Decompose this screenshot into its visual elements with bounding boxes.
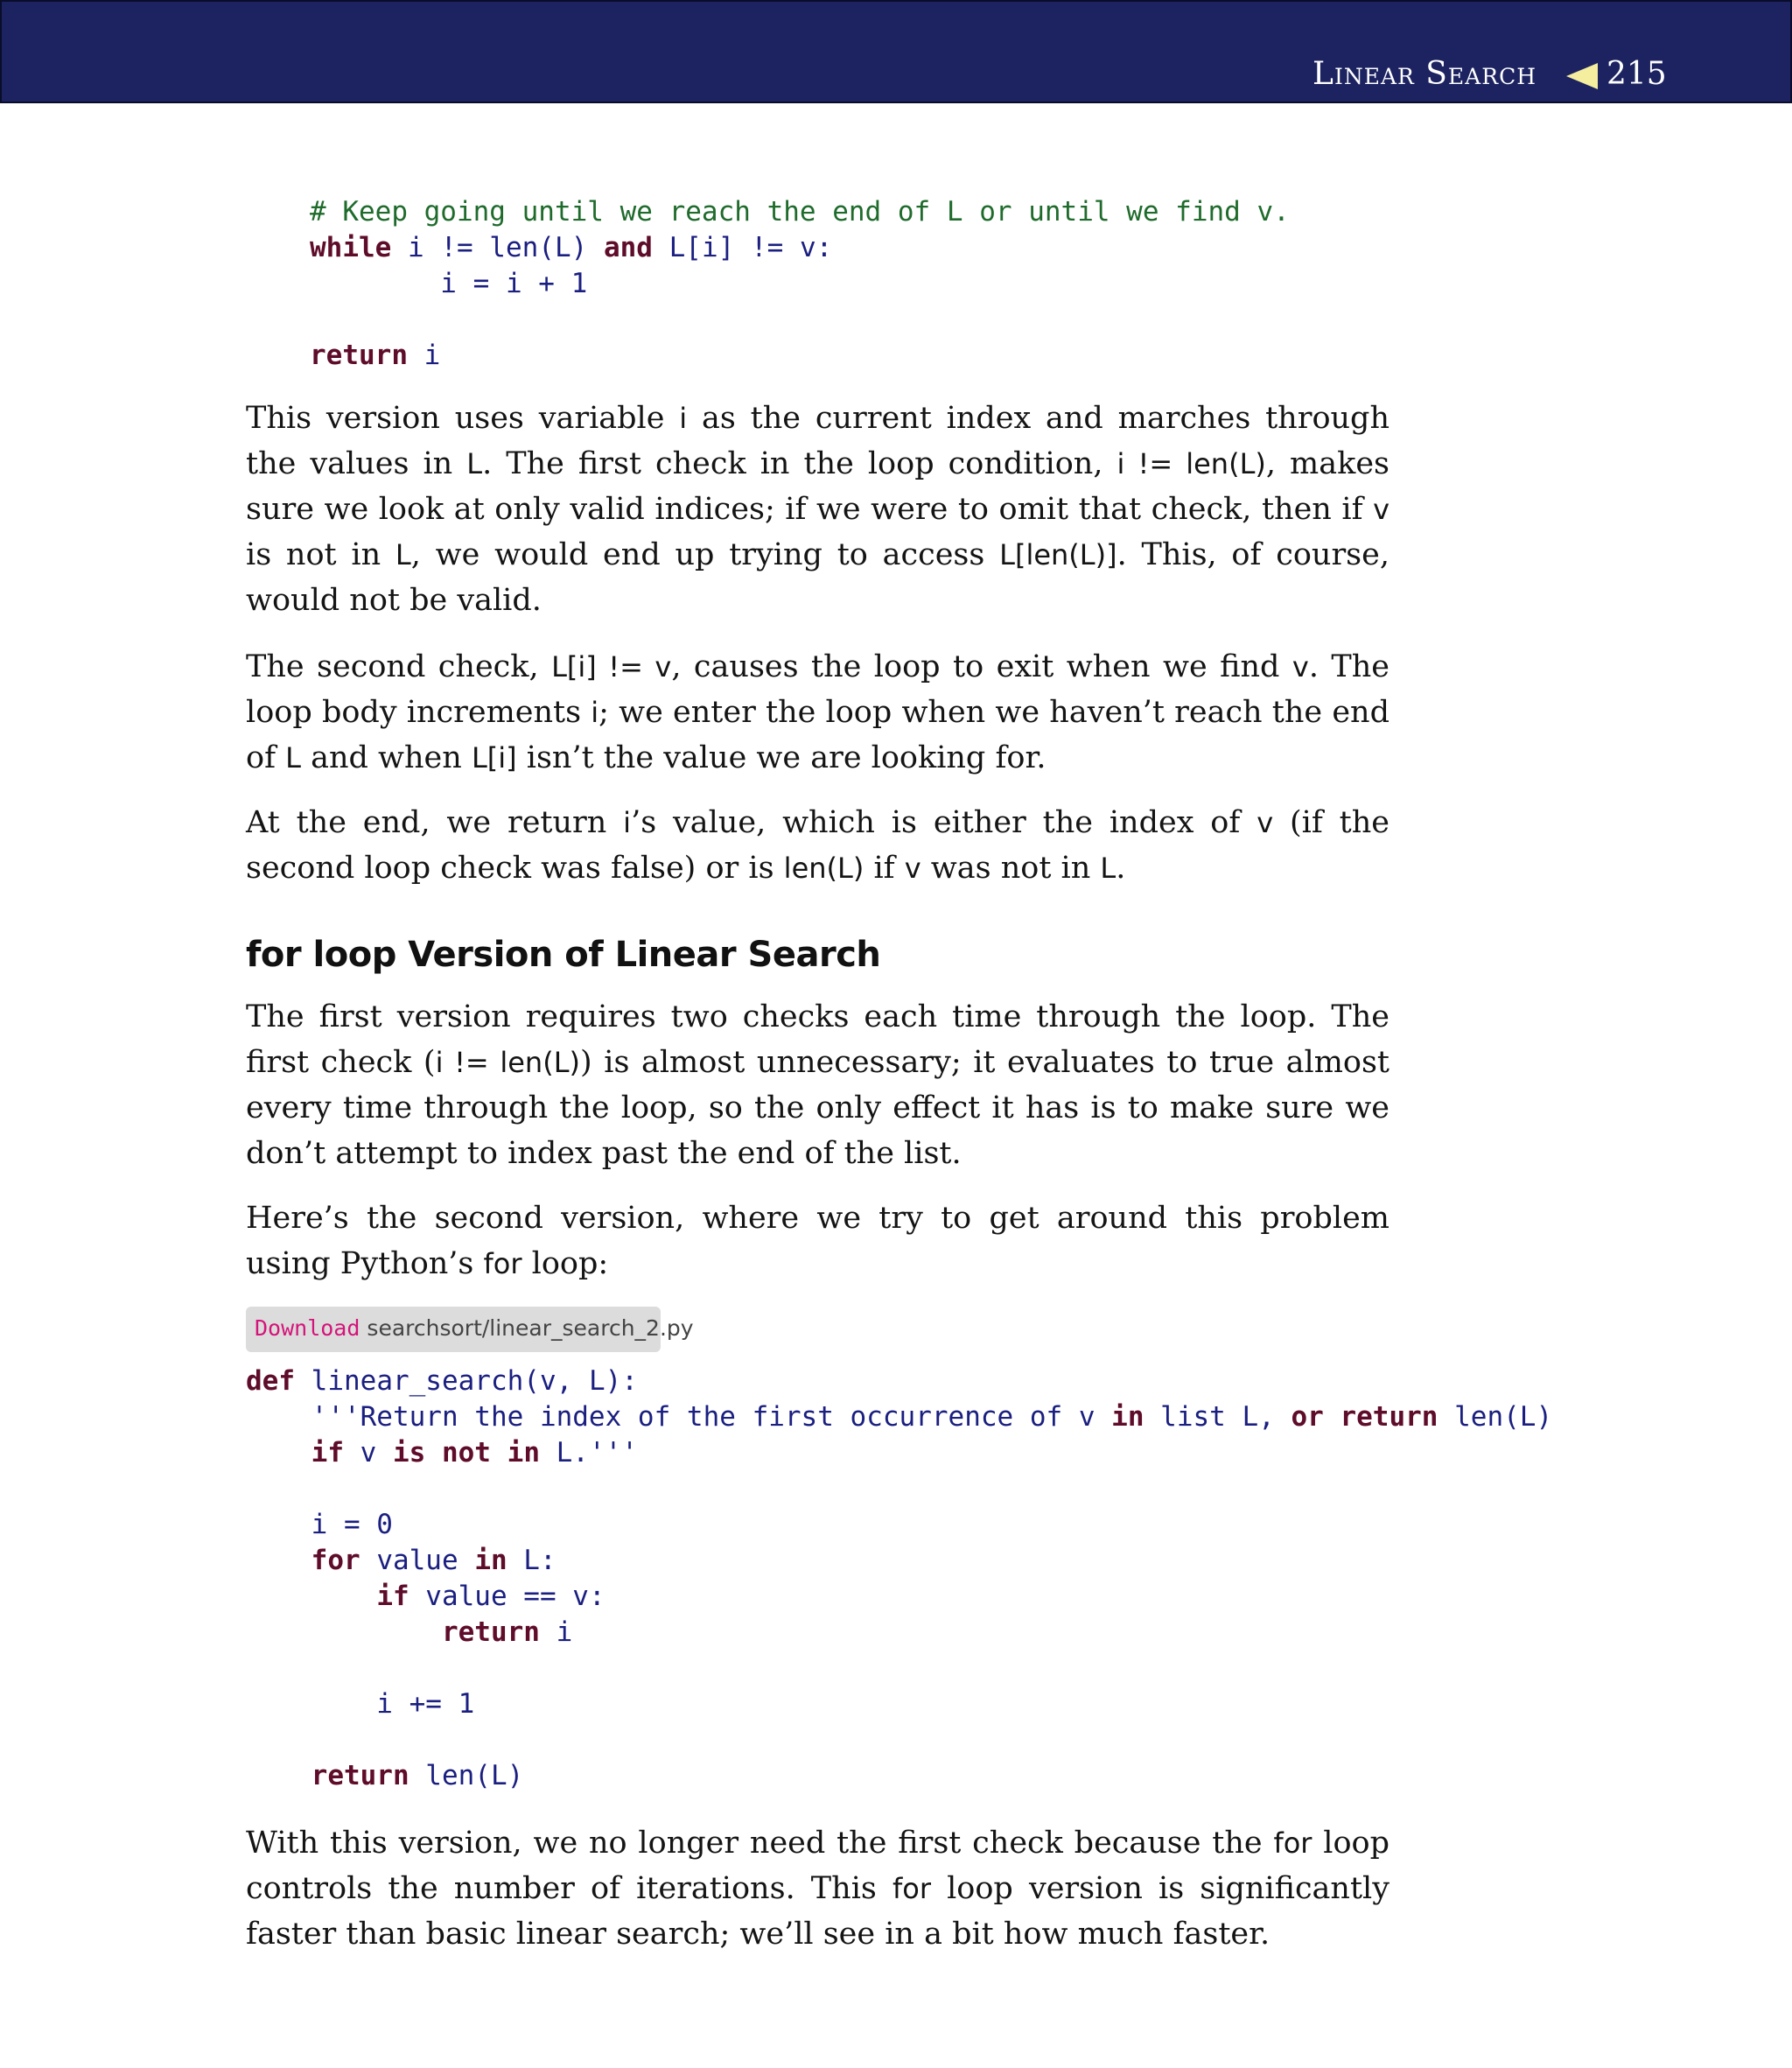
code-keyword: in <box>1111 1401 1144 1433</box>
code-text <box>246 1760 312 1791</box>
inline-code: for <box>483 1247 522 1280</box>
paragraph-3 <box>246 800 1390 891</box>
text: . This, of course, would not be valid. <box>246 537 1390 618</box>
text: This version uses variable <box>246 401 680 436</box>
inline-code: len(L) <box>783 852 864 885</box>
code-text: len(L) <box>1438 1401 1553 1433</box>
code-text: i <box>539 1616 573 1648</box>
code-text: linear_search(v, L): <box>295 1365 638 1397</box>
text: isn’t the value we are looking for. <box>516 740 1046 775</box>
inline-code: v <box>1256 806 1274 839</box>
text: and when <box>300 740 472 775</box>
code-keyword: or <box>1291 1401 1324 1433</box>
paragraph-6 <box>246 1820 1390 1957</box>
text: ) is almost unnecessary; it evaluates to true almost every time through the loop, so the only effect it has is to make sure we don’t attempt to index past the end of the list. <box>246 1045 1390 1171</box>
code-text: i = 0 <box>246 1509 393 1540</box>
code-keyword: return <box>1340 1401 1438 1433</box>
code-text: v <box>343 1437 393 1469</box>
code-comment: # Keep going until we reach the end of L or until we find v. <box>310 196 1290 228</box>
text: , causes the loop to exit when we find <box>671 649 1292 684</box>
text: At the end, we return <box>246 805 624 840</box>
running-title: Linear Search <box>1312 56 1536 92</box>
text: was not in <box>920 851 1101 886</box>
text: , we would end up trying to access <box>410 537 1000 572</box>
code-block-for-loop <box>246 1363 1552 1794</box>
paragraph-1 <box>246 396 1390 623</box>
code-keyword: if <box>311 1437 344 1469</box>
text: The first version requires two checks each time through the loop. The first check ( <box>246 999 1390 1080</box>
paragraph-4 <box>246 994 1390 1176</box>
text: loop version is significantly faster than basic linear search; we’ll see in a bit how much faster. <box>246 1871 1390 1952</box>
inline-code: L <box>395 538 411 571</box>
inline-code: for <box>1273 1826 1312 1860</box>
code-keyword: for <box>311 1545 360 1576</box>
code-text: list L, <box>1144 1401 1292 1433</box>
inline-code: i <box>591 696 599 729</box>
text: ; we enter the loop when we haven’t reach the end of <box>246 695 1390 775</box>
text: . <box>1116 851 1126 886</box>
paragraph-2 <box>246 644 1390 781</box>
code-text <box>246 1581 376 1612</box>
page-number: 215 <box>1606 56 1667 92</box>
code-text: i <box>407 340 441 371</box>
section-heading <box>246 935 880 975</box>
inline-code: i != len(L) <box>1116 447 1266 480</box>
code-text <box>425 1437 442 1469</box>
code-text: L.''' <box>539 1437 638 1469</box>
code-text: len(L) <box>409 1760 524 1791</box>
code-text: '''Return the index of the first occurrence of v <box>246 1401 1112 1433</box>
code-text <box>1324 1401 1340 1433</box>
page-header <box>0 0 1792 103</box>
download-link[interactable]: Download <box>255 1315 360 1341</box>
code-text: i += 1 <box>246 1688 475 1720</box>
code-text <box>246 1437 312 1469</box>
code-text <box>491 1437 508 1469</box>
text: . The loop body increments <box>246 649 1390 730</box>
inline-code: i <box>623 806 632 839</box>
code-keyword: if <box>376 1581 410 1612</box>
inline-code: L <box>466 447 483 480</box>
inline-code: L[len(L)] <box>999 538 1117 571</box>
text: . The first check in the loop condition, <box>482 446 1117 481</box>
text: loop controls the number of iterations. This <box>246 1826 1390 1906</box>
text: ’s value, which is either the index of <box>631 805 1257 840</box>
inline-code: L <box>285 741 301 775</box>
paragraph-5 <box>246 1195 1390 1286</box>
text: if <box>864 851 905 886</box>
code-text <box>246 1545 312 1576</box>
code-keyword: while <box>310 232 392 263</box>
text: as the current index and marches through the values in <box>246 401 1390 481</box>
inline-code: v <box>1373 493 1390 526</box>
text: loop: <box>522 1246 609 1281</box>
text: , makes sure we look at only valid indices; if we were to omit that check, then if <box>246 446 1390 527</box>
file-path: searchsort/linear_search_2.py <box>367 1315 694 1341</box>
text: (if the second loop check was false) or is <box>246 805 1390 886</box>
text: With this version, we no longer need the first check because the <box>246 1826 1274 1861</box>
inline-code: v <box>1292 650 1309 683</box>
code-keyword: return <box>310 340 408 371</box>
code-text <box>246 1616 442 1648</box>
inline-code: L[i] != v <box>551 650 672 683</box>
inline-code: i <box>679 402 688 435</box>
code-keyword: in <box>507 1437 540 1469</box>
code-text: i != len(L) <box>391 232 604 263</box>
code-keyword: not <box>441 1437 491 1469</box>
inline-code: for <box>892 1872 931 1905</box>
code-keyword: return <box>311 1760 410 1791</box>
code-keyword: return <box>441 1616 540 1648</box>
code-keyword: and <box>603 232 653 263</box>
text: Here’s the second version, where we try to get around this problem using Python’s <box>246 1201 1390 1281</box>
code-keyword: def <box>246 1365 295 1397</box>
code-text: L[i] != v: <box>652 232 833 263</box>
inline-code: L[i] <box>471 741 517 775</box>
heading-code: for <box>246 935 302 975</box>
download-bar <box>246 1307 694 1352</box>
code-text: value <box>360 1545 475 1576</box>
left-arrow-icon <box>1566 63 1598 89</box>
text: The second check, <box>246 649 552 684</box>
code-keyword: in <box>474 1545 508 1576</box>
text: is not in <box>246 537 396 572</box>
code-text: value == v: <box>409 1581 606 1612</box>
code-block-while-loop <box>310 194 1290 374</box>
code-text: L: <box>507 1545 556 1576</box>
inline-code: v <box>904 852 921 885</box>
inline-code: L <box>1100 852 1116 885</box>
code-keyword: is <box>392 1437 426 1469</box>
inline-code: i != len(L) <box>435 1046 581 1079</box>
code-text: i = i + 1 <box>310 268 588 299</box>
heading-text: loop Version of Linear Search <box>301 935 881 975</box>
